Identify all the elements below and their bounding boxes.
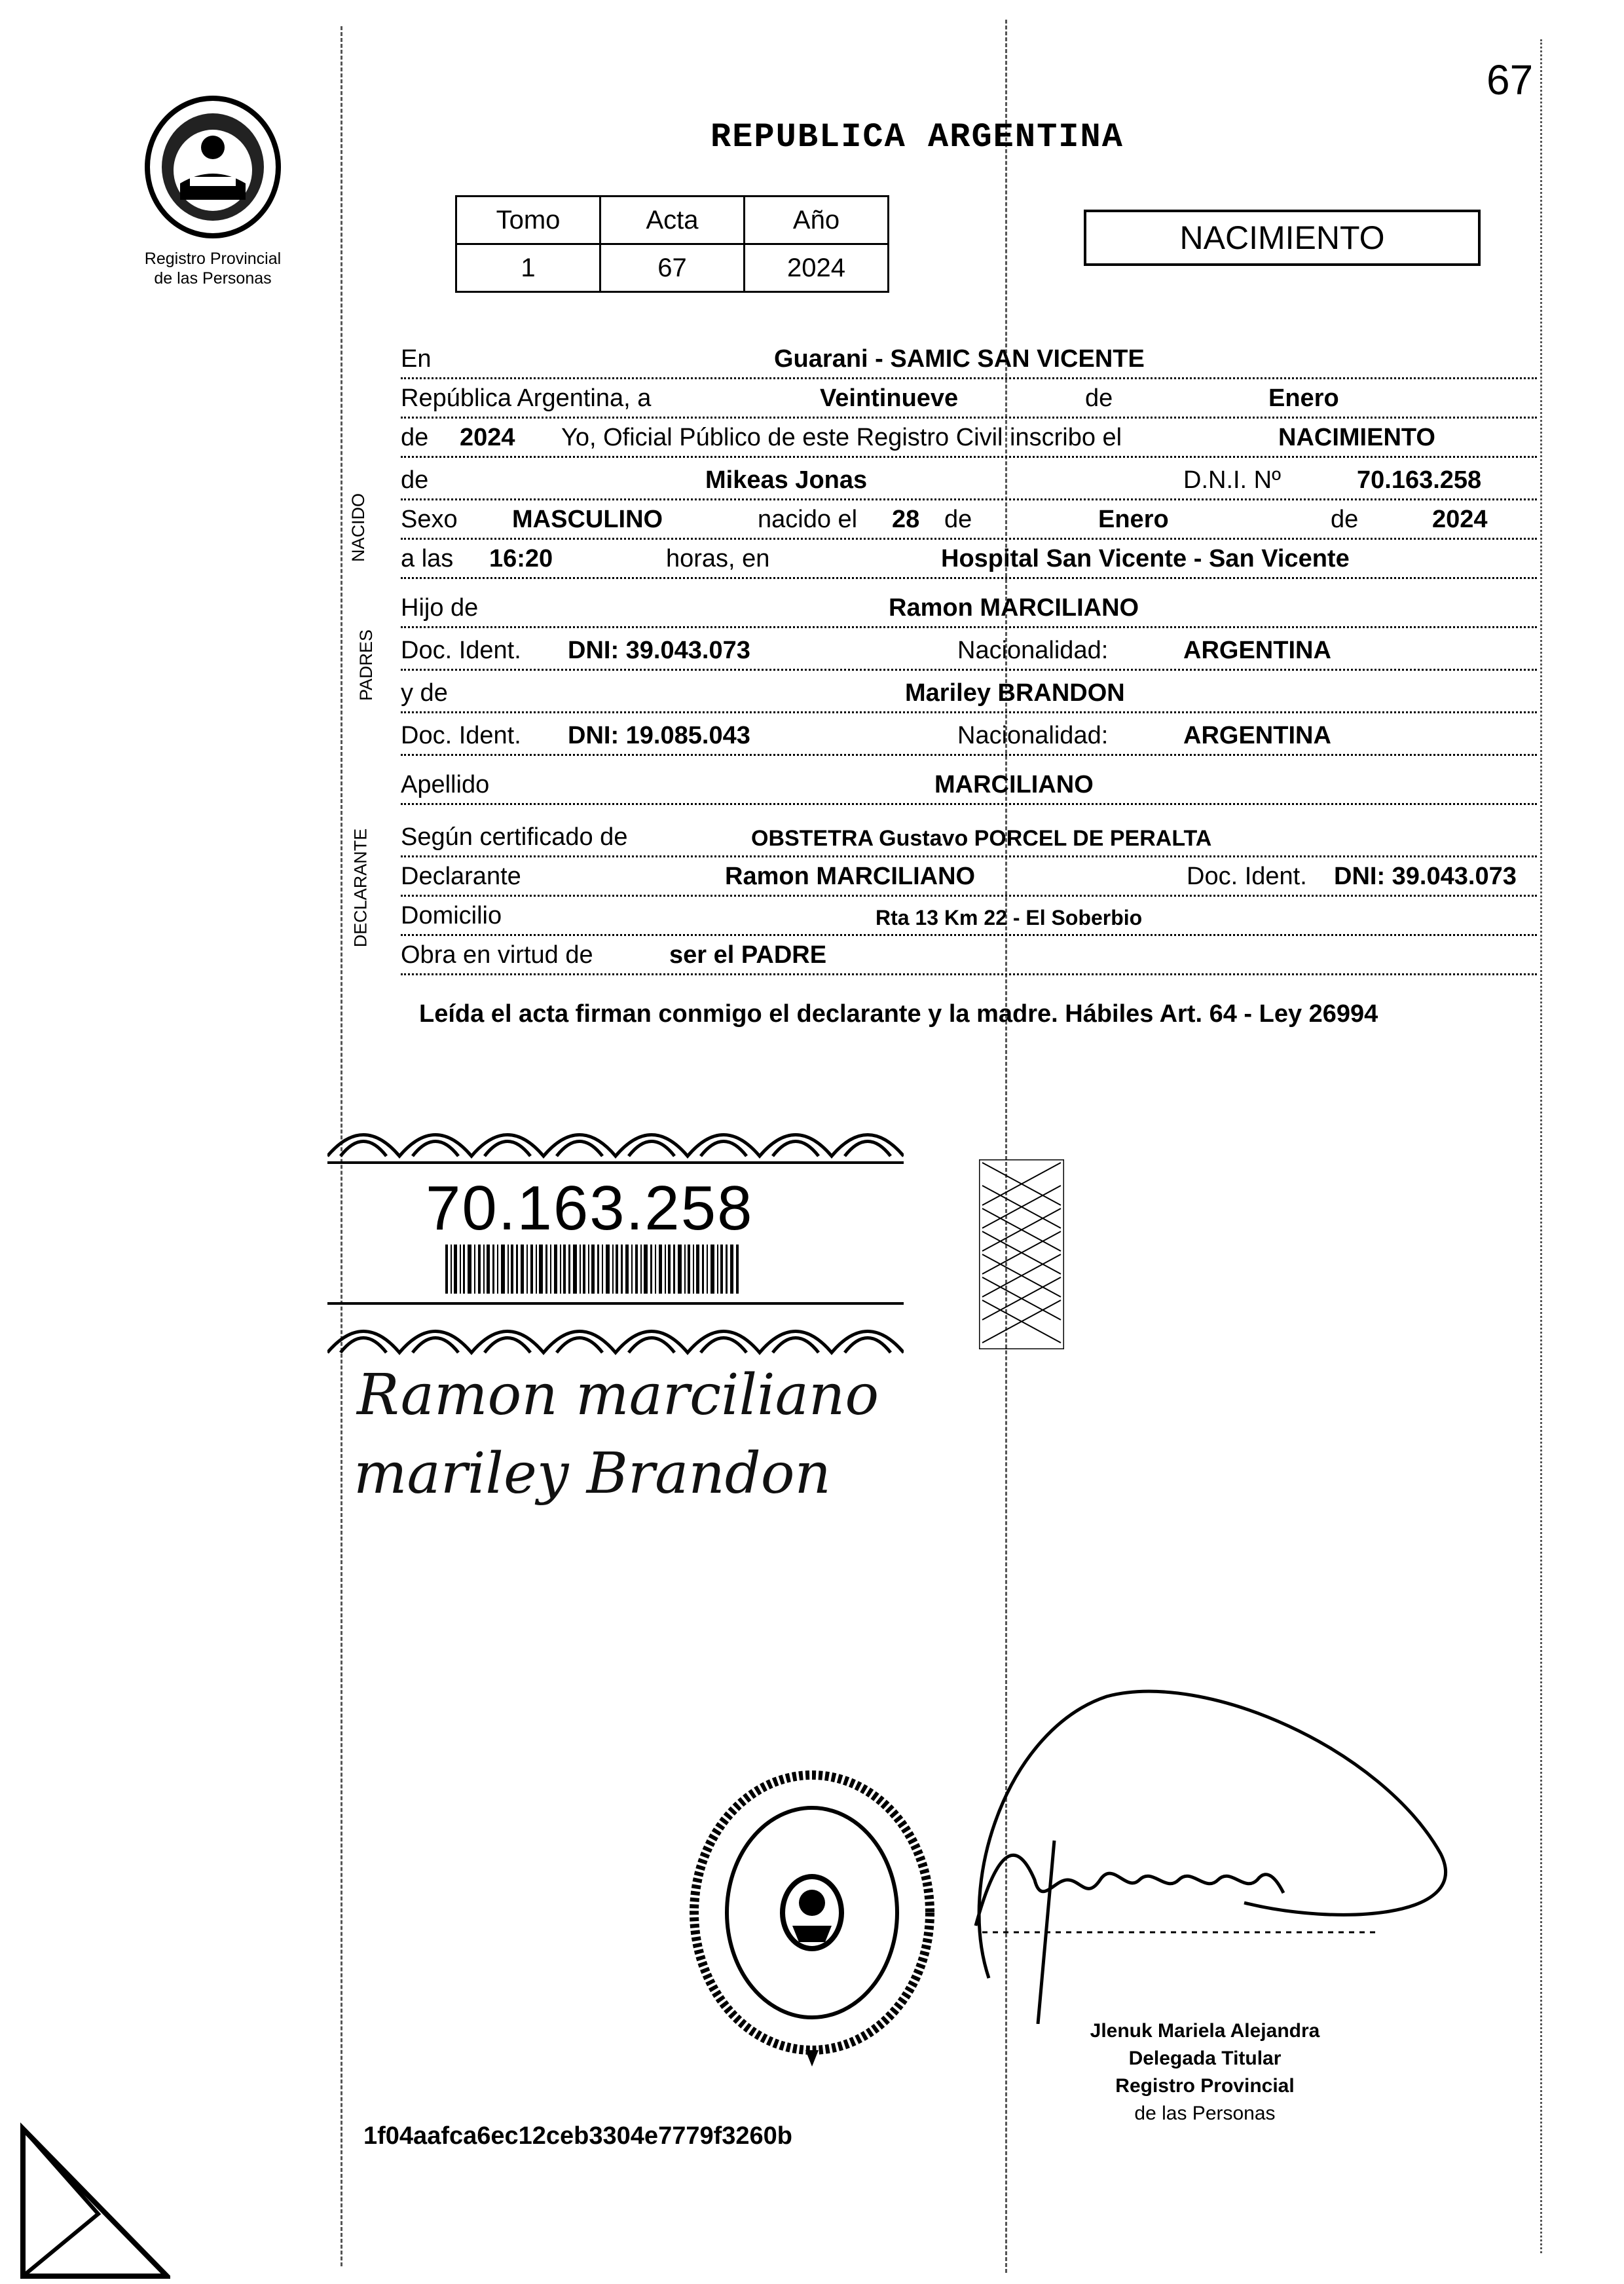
misiones-seal-icon [138, 92, 288, 249]
row-father-doc [401, 632, 1537, 671]
row-sex-birth [401, 501, 1537, 540]
reference-table [455, 195, 889, 293]
page-number: 67 [1486, 56, 1534, 103]
decl-doc-label: Doc. Ident. [1187, 863, 1307, 890]
cert-value: OBSTETRA Gustavo PORCEL DE PERALTA [751, 826, 1212, 851]
seal-caption-line2: de las Personas [154, 269, 272, 288]
officer-title: Delegada Titular [1128, 2048, 1282, 2069]
month-words: Enero [1268, 384, 1339, 412]
mother-nac: ARGENTINA [1183, 722, 1331, 749]
nacido-label: nacido el [758, 506, 858, 533]
year-value: 2024 [460, 424, 515, 451]
de-label-3: de [401, 466, 429, 494]
inscription-text: Yo, Oficial Público de este Registro Civil inscribo el [561, 424, 1122, 451]
de-label-2: de [401, 424, 429, 451]
section-declarante-label: DECLARANTE [350, 828, 371, 948]
father-doc: DNI: 39.043.073 [568, 637, 750, 664]
child-name: Mikeas Jonas [705, 466, 868, 494]
father-doc-label: Doc. Ident. [401, 637, 521, 664]
signature-father: Ramon marciliano [357, 1362, 879, 1428]
hijo-label: Hijo de [401, 594, 479, 622]
closing-note: Leída el acta firman conmigo el declarante y la madre. Hábiles Art. 64 - Ley 26994 [419, 1000, 1378, 1028]
seal-caption-line1: Registro Provincial [144, 250, 282, 268]
row-capacity [401, 937, 1537, 975]
officer-org-line1: Registro Provincial [1115, 2075, 1295, 2097]
officer-name: Jlenuk Mariela Alejandra [1090, 2020, 1320, 2042]
tomo-value: 1 [456, 244, 600, 292]
officer-block [1041, 2017, 1369, 2127]
place-value: Guarani - SAMIC SAN VICENTE [774, 345, 1145, 373]
de-label: de [1085, 384, 1113, 412]
anio-label: Año [745, 197, 889, 244]
officer-org-line2: de las Personas [1134, 2103, 1276, 2124]
acta-label: Acta [600, 197, 745, 244]
mother-nac-label: Nacionalidad: [957, 722, 1109, 749]
obra-label: Obra en virtud de [401, 941, 593, 969]
apellido-value: MARCILIANO [934, 771, 1094, 798]
dni-sticker-number: 70.163.258 [426, 1173, 754, 1243]
row-certificate [401, 819, 1537, 857]
yde-label: y de [401, 679, 448, 707]
decl-doc: DNI: 39.043.073 [1334, 863, 1517, 890]
sexo-label: Sexo [401, 506, 458, 533]
mother-doc: DNI: 19.085.043 [568, 722, 750, 749]
birth-place: Hospital San Vicente - San Vicente [941, 545, 1350, 572]
cert-label: Según certificado de [401, 823, 628, 851]
anio-value: 2024 [745, 244, 889, 292]
document-hash: 1f04aafca6ec12ceb3304e7779f3260b [363, 2122, 792, 2150]
de-label-4: de [944, 506, 972, 533]
row-address [401, 897, 1537, 936]
obra-value: ser el PADRE [669, 941, 827, 969]
child-dni: 70.163.258 [1357, 466, 1482, 494]
dom-label: Domicilio [401, 902, 502, 929]
birth-day: 28 [892, 506, 920, 533]
tomo-label: Tomo [456, 197, 600, 244]
security-strip-bottom [327, 1300, 904, 1356]
decl-label: Declarante [401, 863, 521, 890]
apellido-label: Apellido [401, 771, 490, 798]
horas-label: horas, en [666, 545, 770, 572]
corner-fold-icon [20, 2122, 170, 2279]
father-nac-label: Nacionalidad: [957, 637, 1109, 664]
hora-value: 16:20 [489, 545, 553, 572]
margin-line-right [1540, 39, 1542, 2253]
row-place [401, 341, 1537, 379]
acta-value: 67 [600, 244, 745, 292]
row-mother-doc [401, 717, 1537, 756]
hora-label: a las [401, 545, 454, 572]
father-nac: ARGENTINA [1183, 637, 1331, 664]
row-declarant [401, 858, 1537, 897]
section-padres-label: PADRES [356, 629, 377, 702]
republic-label: República Argentina, a [401, 384, 652, 412]
mother-name: Mariley BRANDON [905, 679, 1125, 707]
hologram-icon [979, 1159, 1064, 1349]
sexo-value: MASCULINO [512, 506, 663, 533]
row-date [401, 380, 1537, 419]
mother-doc-label: Doc. Ident. [401, 722, 521, 749]
signature-mother: mariley Brandon [354, 1441, 831, 1507]
father-name: Ramon MARCILIANO [889, 594, 1139, 622]
security-strip-top [327, 1110, 904, 1166]
row-time-place [401, 540, 1537, 579]
en-label: En [401, 345, 432, 373]
official-stamp-icon [681, 1762, 943, 2070]
provincial-seal [111, 92, 314, 288]
day-words: Veintinueve [820, 384, 959, 412]
row-mother [401, 675, 1537, 713]
officer-signature-icon [930, 1683, 1454, 2024]
country-title: REPUBLICA ARGENTINA [710, 118, 1124, 157]
dni-label: D.N.I. Nº [1183, 466, 1281, 494]
row-child-name [401, 462, 1537, 500]
birth-year: 2024 [1432, 506, 1488, 533]
row-inscription [401, 419, 1537, 458]
document-type-box: NACIMIENTO [1084, 210, 1481, 266]
barcode-icon [445, 1245, 740, 1294]
row-surname [401, 766, 1537, 805]
decl-value: Ramon MARCILIANO [725, 863, 976, 890]
dom-value: Rta 13 Km 22 - El Soberbio [876, 906, 1143, 929]
birth-month: Enero [1098, 506, 1169, 533]
section-nacido-label: NACIDO [348, 493, 369, 563]
de-label-5: de [1331, 506, 1359, 533]
event-value: NACIMIENTO [1278, 424, 1435, 451]
row-father [401, 590, 1537, 628]
